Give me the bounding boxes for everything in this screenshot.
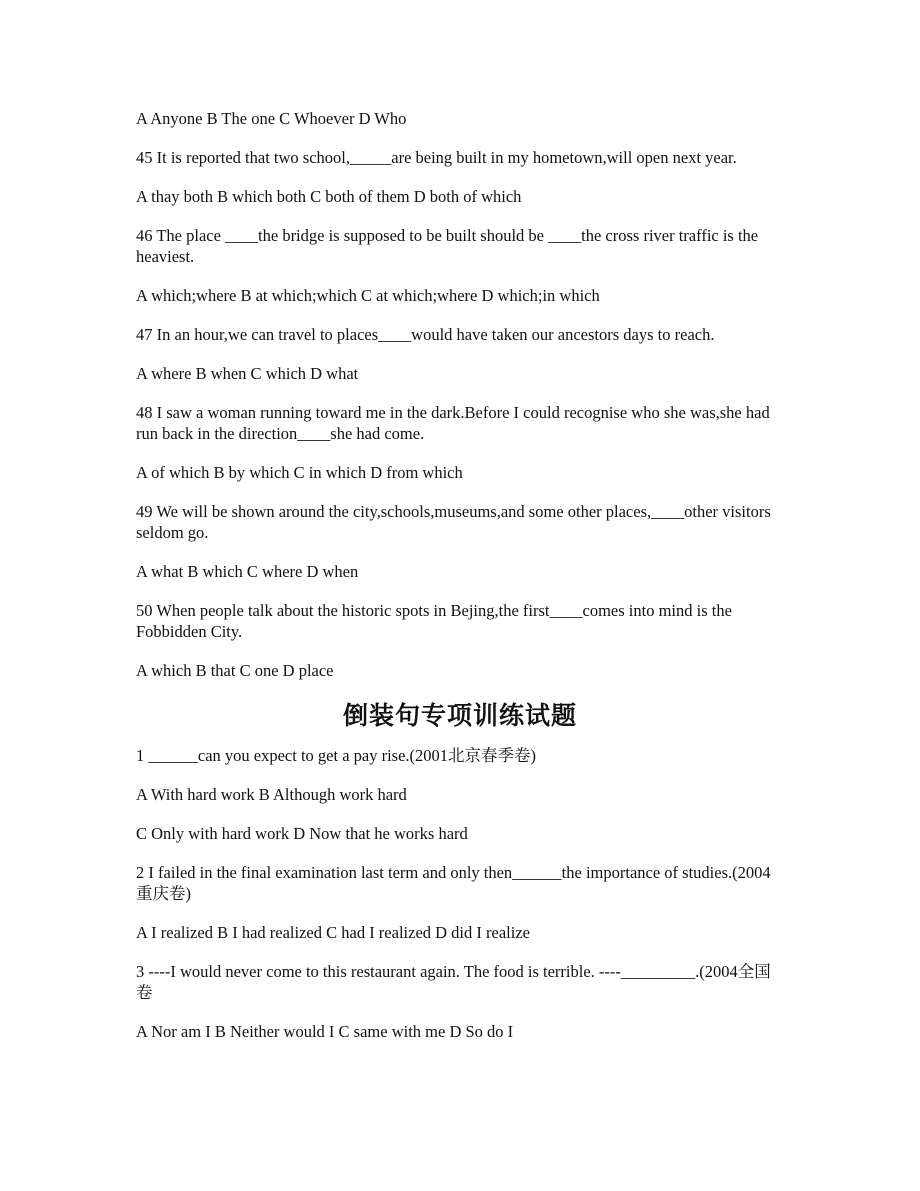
answer-options-50: A which B that C one D place xyxy=(136,661,334,680)
section-heading: 倒装句专项训练试题 xyxy=(342,701,577,730)
inversion-options-2: A I realized B I had realized C had I realized D did I realize xyxy=(136,923,530,942)
answer-options-49: A what B which C where D when xyxy=(136,562,359,581)
inversion-options-3: A Nor am I B Neither would I C same with me D So do I xyxy=(136,1022,514,1041)
question-47: 47 In an hour,we can travel to places____would have taken our ancestors days to reach. xyxy=(136,325,715,344)
answer-options-45: A thay both B which both C both of them D both of which xyxy=(136,187,522,206)
question-50: 50 When people talk about the historic spots in Bejing,the first____comes into mind is the Fobbidden City. xyxy=(136,601,732,641)
question-49: 49 We will be shown around the city,schools,museums,and some other places,____other visitors seldom go. xyxy=(136,502,771,542)
question-48: 48 I saw a woman running toward me in the dark.Before I could recognise who she was,she had run back in the direction____she had come. xyxy=(136,403,770,443)
document-page xyxy=(136,108,784,1060)
answer-options-46: A which;where B at which;which C at which;where D which;in which xyxy=(136,286,600,305)
inversion-options-1b: C Only with hard work D Now that he works hard xyxy=(136,824,468,843)
answer-options-48: A of which B by which C in which D from which xyxy=(136,463,463,482)
answer-options-44: A Anyone B The one C Whoever D Who xyxy=(136,109,407,128)
answer-options-47: A where B when C which D what xyxy=(136,364,359,383)
inversion-options-1a: A With hard work B Although work hard xyxy=(136,785,407,804)
inversion-question-3: 3 ----I would never come to this restaurant again. The food is terrible. ----_________.(2004全国卷 xyxy=(136,962,771,1002)
question-46: 46 The place ____the bridge is supposed to be built should be ____the cross river traffic is the heaviest. xyxy=(136,226,759,266)
question-45: 45 It is reported that two school,_____are being built in my hometown,will open next year. xyxy=(136,148,737,167)
inversion-question-1: 1 ______can you expect to get a pay rise.(2001北京春季卷) xyxy=(136,746,537,765)
inversion-question-2: 2 I failed in the final examination last term and only then______the importance of studies.(2004重庆卷) xyxy=(136,863,771,903)
